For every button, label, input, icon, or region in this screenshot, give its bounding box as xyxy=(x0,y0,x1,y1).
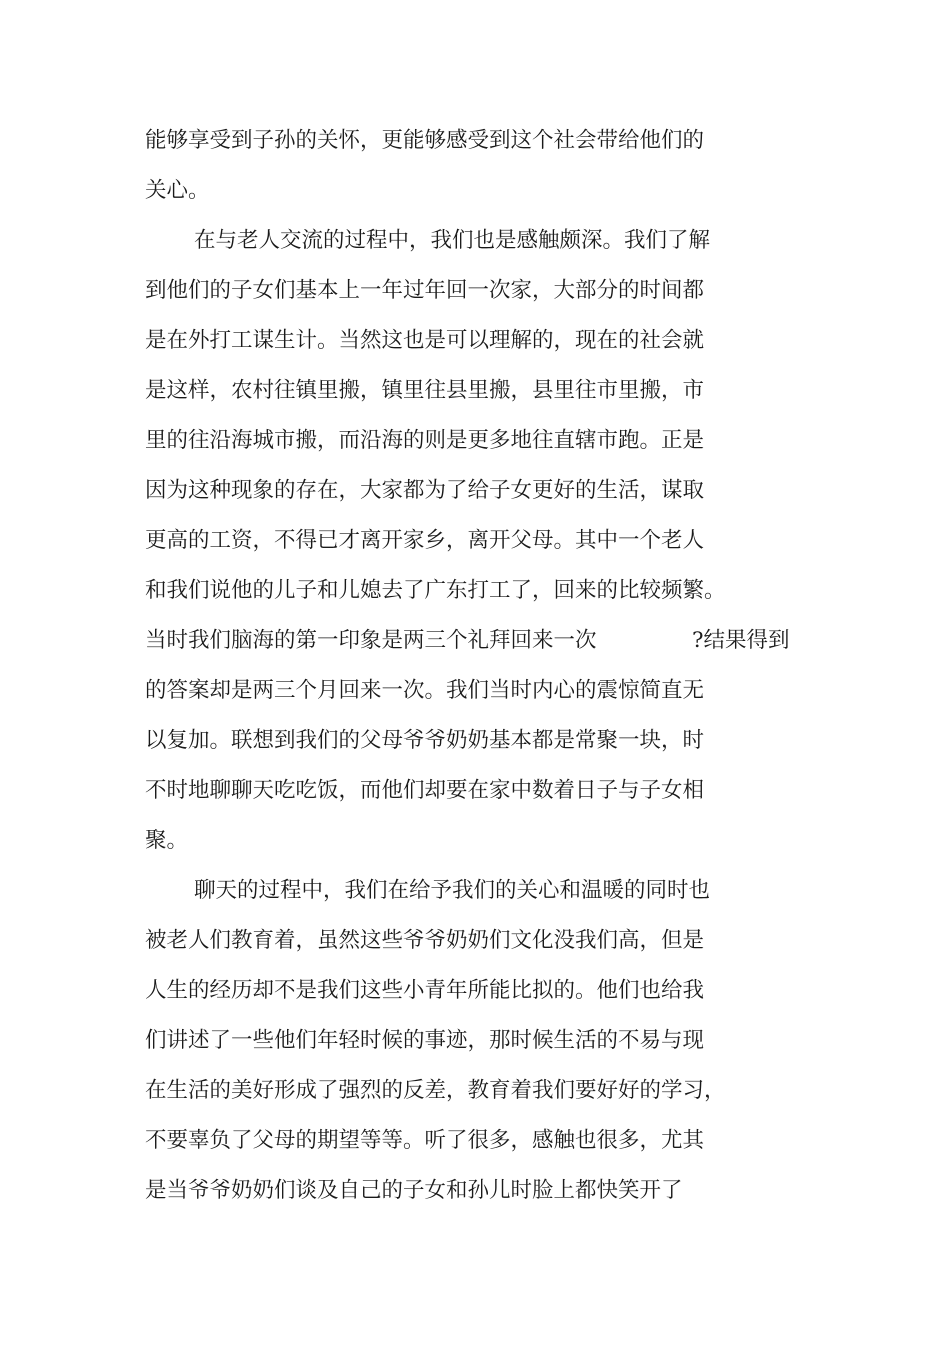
text-line: 不时地聊聊天吃吃饭，而他们却要在家中数着日子与子女相 xyxy=(145,778,705,803)
text-line: 人生的经历却不是我们这些小青年所能比拟的。他们也给我 xyxy=(145,978,705,1003)
text-line: 因为这种现象的存在，大家都为了给子女更好的生活，谋取 xyxy=(145,478,705,503)
text-line: 在生活的美好形成了强烈的反差，教育着我们要好好的学习， xyxy=(145,1078,726,1103)
text-line: 里的往沿海城市搬，而沿海的则是更多地往直辖市跑。正是 xyxy=(145,428,705,453)
text-line: 被老人们教育着，虽然这些爷爷奶奶们文化没我们高，但是 xyxy=(145,928,705,953)
text-line: 不要辜负了父母的期望等等。听了很多，感触也很多，尤其 xyxy=(145,1128,705,1153)
text-line: 和我们说他的儿子和儿媳去了广东打工了，回来的比较频繁。 xyxy=(145,578,726,603)
text-line: 到他们的子女们基本上一年过年回一次家，大部分的时间都 xyxy=(145,278,705,303)
text-line: 更高的工资，不得已才离开家乡，离开父母。其中一个老人 xyxy=(145,528,705,553)
text-line: 是当爷爷奶奶们谈及自己的子女和孙儿时脸上都快笑开了 xyxy=(145,1178,683,1203)
text-line-fragment: ?结果得到 xyxy=(692,628,790,653)
text-line: 关心。 xyxy=(145,178,210,203)
text-line: 能够享受到子孙的关怀，更能够感受到这个社会带给他们的 xyxy=(145,128,705,153)
text-line: 们讲述了一些他们年轻时候的事迹，那时候生活的不易与现 xyxy=(145,1028,705,1053)
text-line: 当时我们脑海的第一印象是两三个礼拜回来一次 xyxy=(145,628,597,653)
text-line: 的答案却是两三个月回来一次。我们当时内心的震惊简直无 xyxy=(145,678,705,703)
paragraph-start: 聊天的过程中，我们在给予我们的关心和温暖的同时也 xyxy=(194,878,711,903)
paragraph-start: 在与老人交流的过程中，我们也是感触颇深。我们了解 xyxy=(194,228,711,253)
text-line: 是在外打工谋生计。当然这也是可以理解的，现在的社会就 xyxy=(145,328,705,353)
text-line: 以复加。联想到我们的父母爷爷奶奶基本都是常聚一块，时 xyxy=(145,728,705,753)
text-line: 聚。 xyxy=(145,828,189,853)
text-line: 是这样，农村往镇里搬，镇里往县里搬，县里往市里搬，市 xyxy=(145,378,705,403)
